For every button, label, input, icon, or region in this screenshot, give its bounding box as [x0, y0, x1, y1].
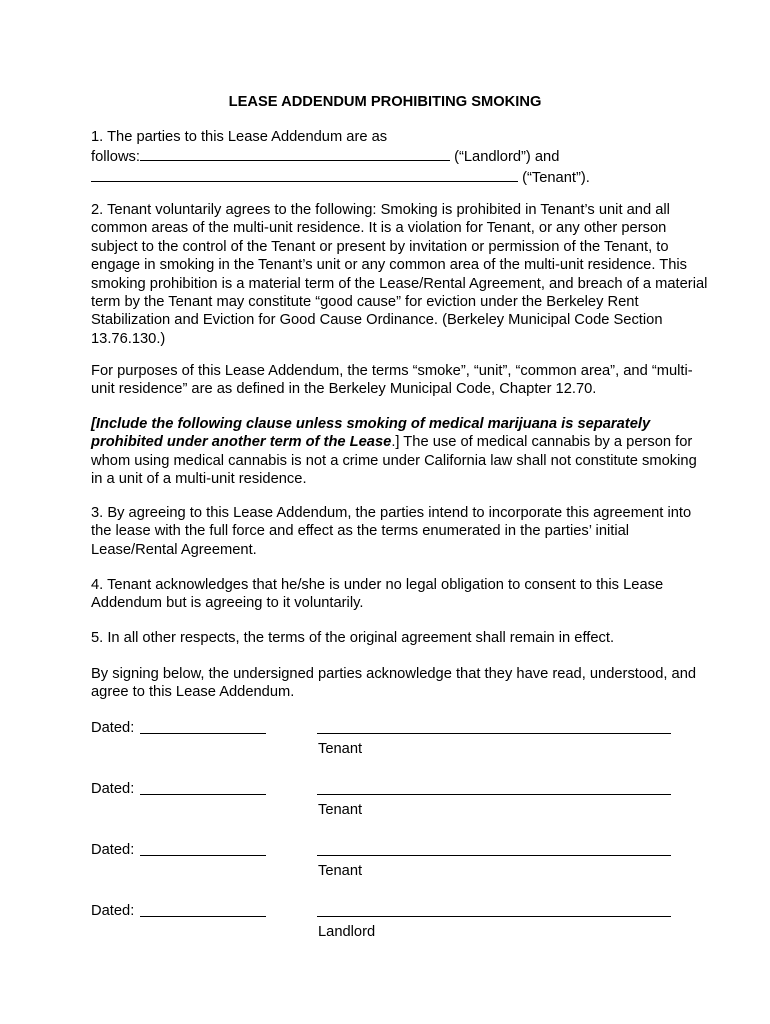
signature-row: [91, 841, 691, 885]
dated-label: Dated:: [91, 903, 135, 919]
signer-role: Tenant: [318, 863, 363, 879]
landlord-suffix: (“Landlord”) and: [454, 149, 560, 166]
tenant-line: [91, 167, 711, 187]
landlord-name-blank[interactable]: [140, 146, 450, 161]
landlord-line: [91, 146, 711, 166]
tenant-name-blank[interactable]: [91, 167, 518, 182]
signature-row: [91, 780, 691, 824]
signature-blank[interactable]: [317, 733, 671, 734]
tenant-suffix: (“Tenant”).: [522, 169, 590, 186]
signature-blank[interactable]: [317, 794, 671, 795]
dated-label: Dated:: [91, 842, 135, 858]
signature-row: [91, 902, 691, 946]
other-respects-paragraph: 5. In all other respects, the terms of the original agreement shall remain in effect.: [91, 630, 615, 646]
acknowledgment-paragraph: 4. Tenant acknowledges that he/she is under no legal obligation to consent to this Lease Addendum but is agreeing to it voluntarily.: [91, 577, 664, 612]
follows-label: follows:: [91, 149, 140, 166]
date-blank[interactable]: [140, 733, 266, 734]
signature-blank[interactable]: [317, 916, 671, 917]
signer-role: Tenant: [318, 741, 363, 757]
clause-body: The use of medical cannabis by a person for whom using medical cannabis is not a crime under California law shall not constitute smoking in a unit of a multi-unit residence.: [91, 434, 697, 488]
clause-bracket-open: [: [91, 416, 96, 432]
signature-blank[interactable]: [317, 855, 671, 856]
document-title: LEASE ADDENDUM PROHIBITING SMOKING: [228, 94, 542, 110]
parties-paragraph: [91, 128, 711, 187]
definitions-paragraph: For purposes of this Lease Addendum, the terms “smoke”, “unit”, “common area”, and “multi-unit residence” are as defined in the Berkeley Municipal Code, Chapter 12.70.: [91, 363, 693, 398]
date-blank[interactable]: [140, 916, 266, 917]
dated-label: Dated:: [91, 781, 135, 797]
date-blank[interactable]: [140, 855, 266, 856]
incorporation-paragraph: 3. By agreeing to this Lease Addendum, the parties intend to incorporate this agreement into the lease with the full force and effect as the terms enumerated in the parties’ initial Lease/Rental Agreement.: [91, 505, 692, 558]
smoking-prohibition-paragraph: 2. Tenant voluntarily agrees to the following: Smoking is prohibited in Tenant’s unit and all common areas of the multi-unit residence. It is a violation for Tenant, or any other person subject to the control of the Tenant or present by invitation or permission of the Tenant, to engage in smoking in the Tenant’s unit or any common area of the multi-unit residence. This smoking prohibition is a material term of the Lease/Rental Agreement, and breach of a material term by the Tenant may constitute “good cause” for eviction under the Berkeley Rent Stabilization and Eviction for Good Cause Ordinance. (Berkeley Municipal Code Section 13.76.130.): [91, 202, 708, 347]
signer-role: Landlord: [318, 924, 376, 940]
signature-row: [91, 719, 691, 763]
signing-paragraph: By signing below, the undersigned parties acknowledge that they have read, understood, and agree to this Lease Addendum.: [91, 666, 697, 701]
clause-instruction: Include the following clause unless smoking of medical marijuana is separately prohibited under another term of the Lease: [91, 416, 651, 451]
parties-intro: 1. The parties to this Lease Addendum are as: [91, 129, 388, 145]
signer-role: Tenant: [318, 802, 363, 818]
clause-bracket-close: .]: [391, 434, 400, 451]
dated-label: Dated:: [91, 720, 135, 736]
date-blank[interactable]: [140, 794, 266, 795]
medical-cannabis-clause: [91, 415, 711, 489]
